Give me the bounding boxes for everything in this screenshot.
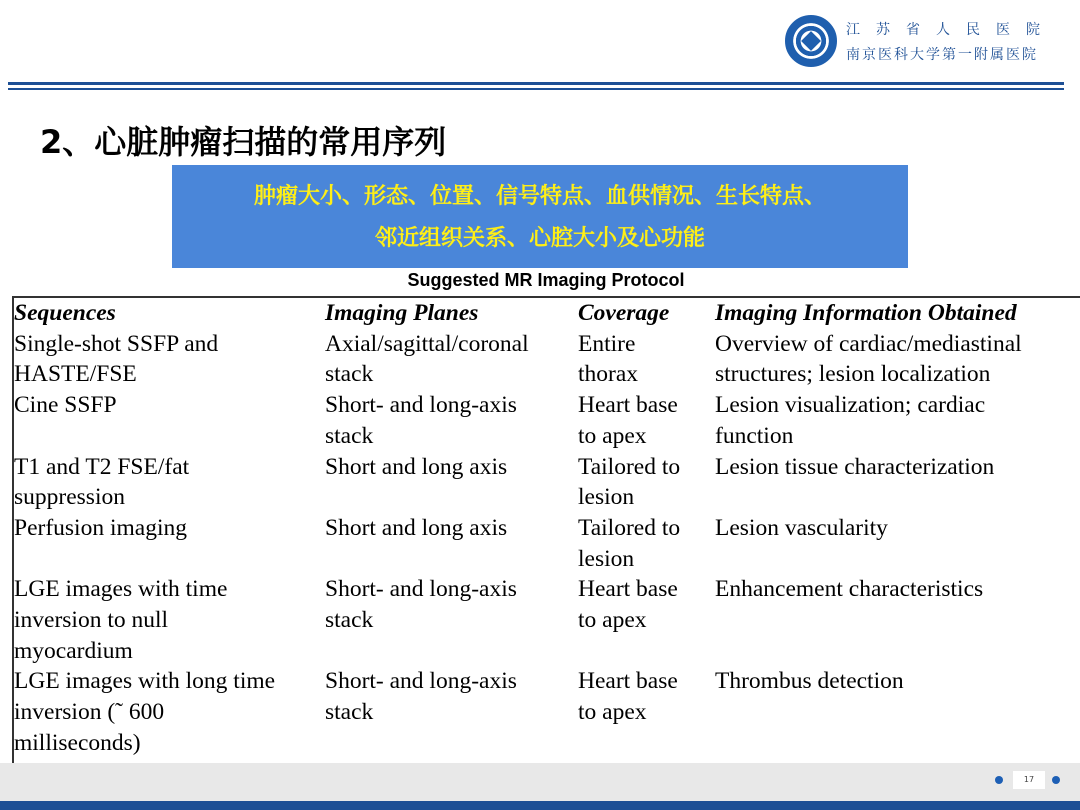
cell-sequence: Single-shot SSFP and HASTE/FSE	[14, 330, 219, 388]
cell-sequence: T1 and T2 FSE/fat suppression	[14, 453, 190, 511]
table-row	[14, 329, 1080, 390]
cell-imaging-planes: Short- and long-axis stack	[325, 392, 517, 449]
table-caption: Suggested MR Imaging Protocol	[407, 270, 685, 290]
cell-coverage: Tailored to lesion	[578, 453, 681, 511]
info-box-line1: 肿瘤大小、形态、位置、信号特点、血供情况、生长特点、	[253, 184, 826, 209]
header-divider	[8, 82, 1064, 90]
info-box-line2: 邻近组织关系、心腔大小及心功能	[374, 226, 705, 251]
cell-sequence: LGE images with time inversion to null myocardium	[14, 576, 228, 664]
cell-coverage: Entire thorax	[578, 330, 639, 388]
cell-information: Lesion vascularity	[715, 514, 888, 541]
nav-dot-left-icon	[995, 776, 1003, 784]
table-header-row	[14, 298, 1080, 329]
table-row	[14, 574, 1080, 666]
cell-coverage: Heart base to apex	[578, 392, 678, 449]
page-number: 17	[1013, 771, 1045, 789]
header-imaging-planes: Imaging Planes	[325, 300, 479, 326]
cell-coverage: Heart base to apex	[578, 576, 678, 634]
cell-imaging-planes: Short and long axis	[325, 453, 508, 480]
cell-coverage: Tailored to lesion	[578, 514, 681, 572]
header-information: Imaging Information Obtained	[715, 300, 1017, 326]
footer-band	[0, 763, 1080, 801]
cell-sequence: Cine SSFP	[14, 392, 117, 419]
table-row	[14, 390, 1080, 451]
protocol-table	[12, 296, 1080, 764]
cell-imaging-planes: Short- and long-axis stack	[325, 576, 517, 634]
table-row	[14, 666, 1080, 758]
hospital-name-line1: 江苏省人民医院	[846, 22, 1056, 38]
nav-dot-right-icon	[1052, 776, 1060, 784]
cell-imaging-planes: Short and long axis	[325, 514, 508, 541]
cell-information: Lesion tissue characterization	[715, 453, 995, 480]
cell-information: Overview of cardiac/mediastinal structures; lesion localization	[715, 330, 1022, 388]
cell-information: Enhancement characteristics	[715, 576, 984, 603]
slide-header	[0, 0, 1080, 92]
hospital-emblem-icon	[785, 15, 837, 67]
cell-coverage: Heart base to apex	[578, 668, 678, 726]
cell-imaging-planes: Short- and long-axis stack	[325, 668, 517, 726]
hospital-name	[846, 18, 1056, 68]
table-row	[14, 452, 1080, 513]
footer-bar	[0, 801, 1080, 810]
cell-sequence: LGE images with long time inversion (˜ 600 milliseconds)	[14, 668, 276, 756]
slide-title: 2、心脏肿瘤扫描的常用序列	[40, 123, 447, 161]
table-row	[14, 513, 1080, 574]
cell-information: Thrombus detection	[715, 668, 904, 695]
hospital-name-line2: 南京医科大学第一附属医院	[846, 47, 1038, 63]
cell-sequence: Perfusion imaging	[14, 514, 187, 541]
cell-information: Lesion visualization; cardiac function	[715, 392, 986, 449]
header-coverage: Coverage	[578, 300, 670, 326]
info-box	[172, 165, 908, 268]
cell-imaging-planes: Axial/sagittal/coronal stack	[325, 330, 529, 388]
header-sequences: Sequences	[14, 300, 116, 326]
table-body	[14, 329, 1080, 759]
